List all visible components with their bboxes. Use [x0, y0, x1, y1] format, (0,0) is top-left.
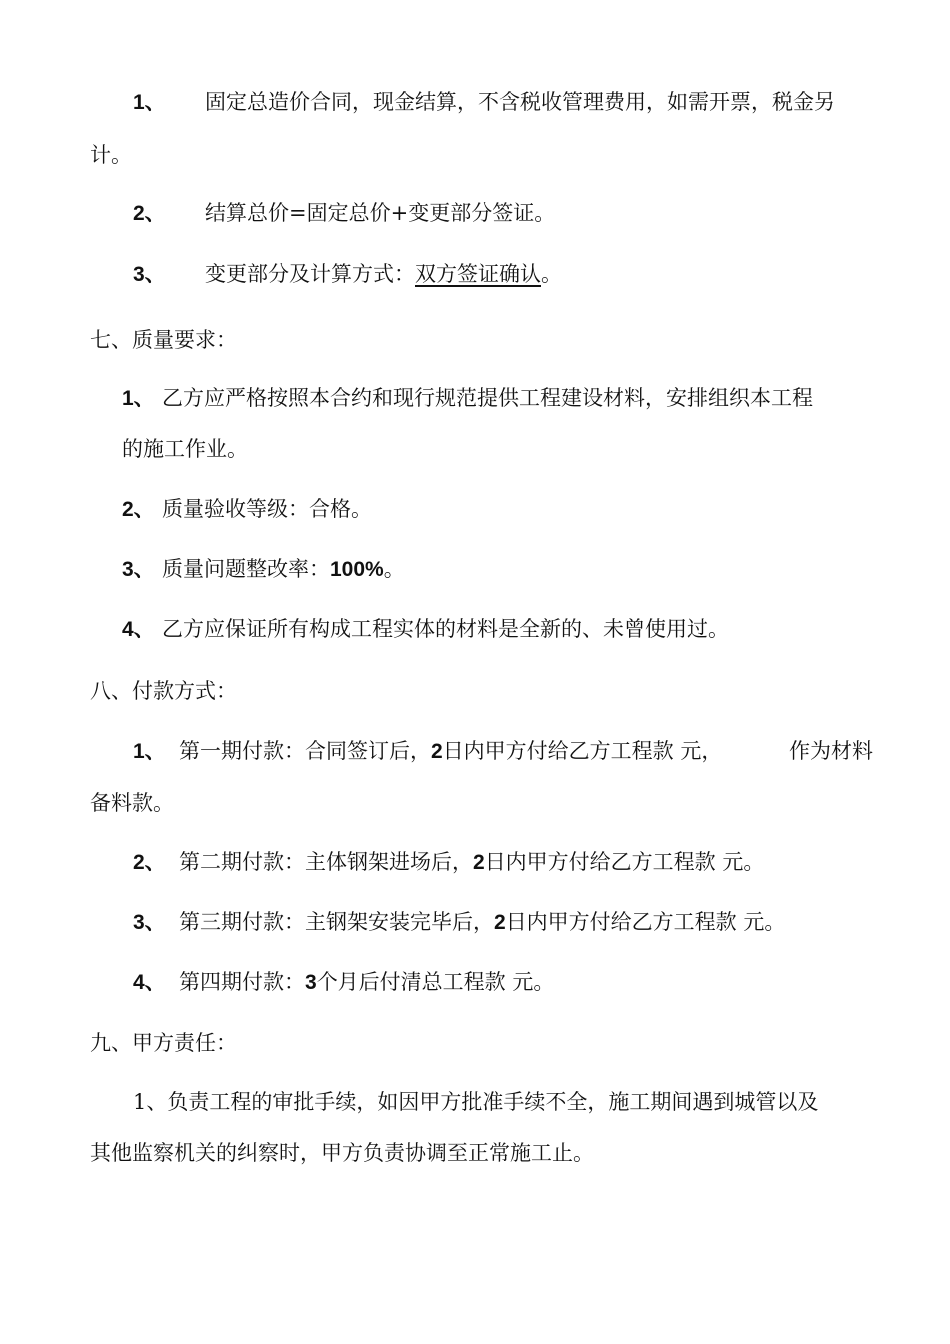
s9-item1-line2: 其他监察机关的纠察时，甲方负责协调至正常施工止。 — [90, 1141, 594, 1165]
s7-item1-line2: 的施工作业。 — [122, 437, 248, 461]
s6-item3-text-pre: 变更部分及计算方式： — [205, 262, 415, 286]
s7-item3 — [122, 555, 405, 583]
s8-item2-text-c: 日内甲方付给乙方工程款 元。 — [484, 850, 765, 874]
s7-item4 — [122, 615, 729, 643]
s7-item3-text-pre: 质量问题整改率： — [162, 557, 330, 581]
s7-item4-text: 乙方应保证所有构成工程实体的材料是全新的、未曾使用过。 — [162, 617, 729, 641]
s9-heading: 九、甲方责任： — [90, 1031, 237, 1055]
s8-item4-text-c: 个月后付清总工程款 元。 — [316, 970, 555, 994]
s8-item2 — [133, 848, 765, 876]
s6-item3-underlined: 双方签证确认 — [415, 262, 541, 286]
s7-item3-percent: 100% — [330, 558, 384, 581]
s7-item1-number: 1、 — [122, 387, 155, 410]
s7-item2-text: 质量验收等级：合格。 — [162, 497, 372, 521]
s6-item1-text: 固定总造价合同，现金结算，不含税收管理费用，如需开票，税金另 — [205, 90, 835, 114]
s6-item1-number: 1、 — [133, 91, 166, 114]
s8-item1-number: 1、 — [133, 740, 166, 763]
s8-item3 — [133, 908, 786, 936]
s8-item4-text-a: 第四期付款： — [179, 970, 305, 994]
s8-item2-text-a: 第二期付款：主体钢架进场后， — [179, 850, 473, 874]
s6-item2-number: 2、 — [133, 202, 166, 225]
s7-item1-text: 乙方应严格按照本合约和现行规范提供工程建设材料，安排组织本工程 — [162, 386, 813, 410]
s8-item3-number: 3、 — [133, 911, 166, 934]
s8-item1-text — [179, 737, 722, 766]
s6-item2-text: 结算总价=固定总价+变更部分签证。 — [205, 201, 556, 225]
s6-item3 — [133, 260, 562, 288]
s7-item3-text — [162, 555, 405, 584]
s8-item2-text — [179, 848, 764, 877]
s8-item1-text-c: 日内甲方付给乙方工程款 元， — [442, 739, 723, 763]
s6-item3-text — [205, 260, 562, 288]
s7-item3-text-post: 。 — [383, 557, 405, 581]
s8-item4-text — [179, 968, 554, 997]
s8-item1-text-d: 作为材料 — [789, 739, 873, 763]
s8-item3-days: 2 — [494, 911, 506, 934]
s8-item2-days: 2 — [473, 851, 485, 874]
s7-item1-line1 — [122, 384, 813, 412]
s6-item3-number: 3、 — [133, 263, 166, 286]
s8-item4-number: 4、 — [133, 971, 166, 994]
s8-item3-text-a: 第三期付款：主钢架安装完毕后， — [179, 910, 494, 934]
s8-item4-months: 3 — [305, 971, 317, 994]
s8-heading: 八、付款方式： — [90, 679, 237, 703]
s6-item1-line1 — [133, 88, 873, 116]
s8-item2-number: 2、 — [133, 851, 166, 874]
s8-item3-text — [179, 908, 785, 937]
s7-heading: 七、质量要求： — [90, 328, 237, 352]
s8-item1-line2: 备料款。 — [90, 791, 174, 815]
s7-item4-number: 4、 — [122, 618, 155, 641]
s8-item1-text-a: 第一期付款：合同签订后， — [179, 739, 431, 763]
s8-item1-days: 2 — [431, 740, 443, 763]
s8-item4 — [133, 968, 555, 996]
s9-item1-line1: 1、负责工程的审批手续，如因甲方批准手续不全，施工期间遇到城管以及 — [133, 1090, 819, 1114]
s8-item1-line1 — [133, 737, 873, 765]
s6-item2 — [133, 199, 556, 227]
s6-item1-line2: 计。 — [90, 143, 132, 167]
s7-item2 — [122, 495, 372, 523]
s7-item2-number: 2、 — [122, 498, 155, 521]
s6-item3-text-post: 。 — [541, 262, 562, 286]
s8-item3-text-c: 日内甲方付给乙方工程款 元。 — [505, 910, 786, 934]
s7-item3-number: 3、 — [122, 558, 155, 581]
